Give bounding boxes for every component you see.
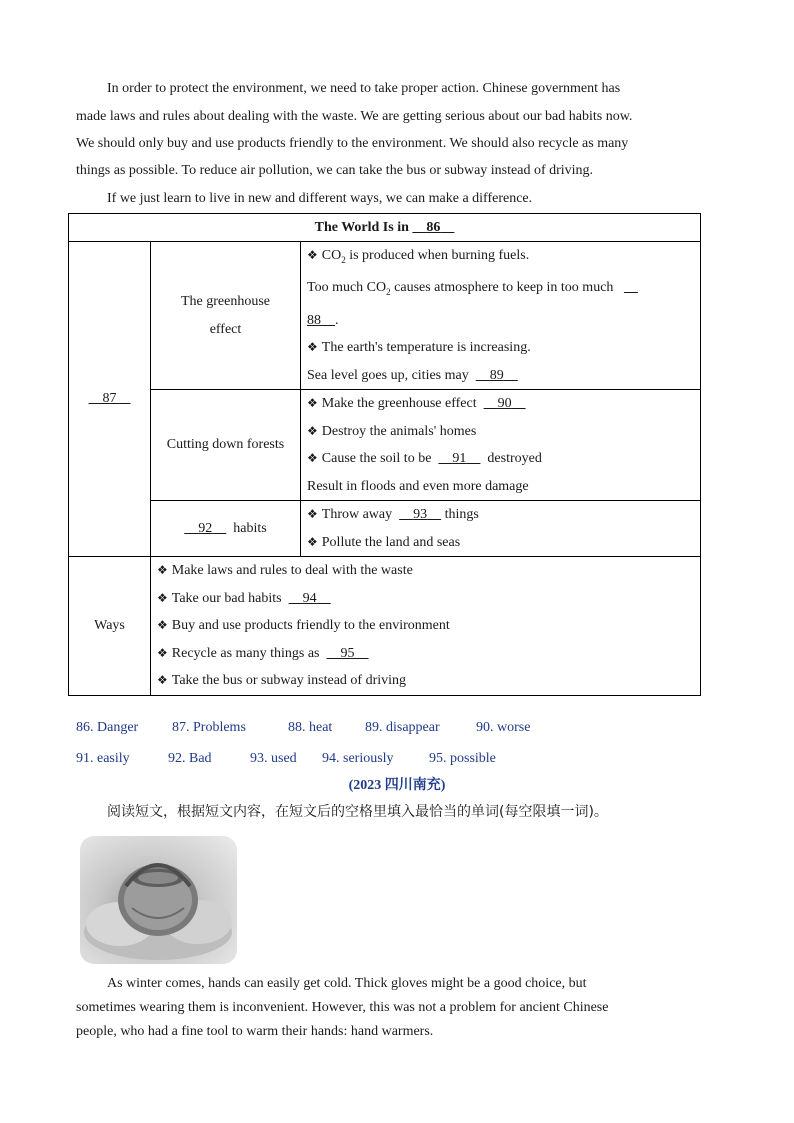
story-line-1: As winter comes, hands can easily get cold. Thick gloves might be a good choice, but bbox=[107, 976, 587, 991]
blank-95: 95 bbox=[340, 645, 355, 661]
list-item: ❖ Buy and use products friendly to the environment bbox=[157, 618, 450, 634]
blank-87: 87 bbox=[102, 391, 117, 407]
source-label: (2023 四川南充) bbox=[348, 778, 446, 793]
ways-items bbox=[151, 557, 701, 696]
answer: 93. used bbox=[250, 751, 297, 766]
diamond-bullet-icon: ❖ bbox=[307, 340, 318, 355]
list-item: ❖ Destroy the animals' homes bbox=[307, 423, 477, 439]
answer: 89. disappear bbox=[365, 720, 440, 735]
forests-items bbox=[301, 390, 701, 501]
answer: 95. possible bbox=[429, 751, 496, 766]
passage-line-2: made laws and rules about dealing with the waste. We are getting serious about our bad habits now. bbox=[76, 109, 633, 124]
passage-line-3: We should only buy and use products friendly to the environment. We should also recycle as many bbox=[76, 136, 629, 151]
passage-closing: If we just learn to live in new and different ways, we can make a difference. bbox=[107, 191, 533, 206]
problems-table bbox=[68, 213, 701, 696]
blank-91: 91 bbox=[452, 451, 467, 467]
list-item: ❖ Make the greenhouse effect 90 bbox=[307, 390, 694, 418]
blank-89: 89 bbox=[489, 367, 504, 383]
story-line-3: people, who had a fine tool to warm their hands: hand warmers. bbox=[76, 1024, 434, 1039]
list-item: ❖ Recycle as many things as 95 bbox=[157, 640, 694, 668]
diamond-bullet-icon: ❖ bbox=[307, 451, 318, 466]
blank-93: 93 bbox=[413, 507, 428, 523]
table-title: The World Is in 86 bbox=[69, 214, 701, 242]
list-item: ❖ Take the bus or subway instead of driving bbox=[157, 673, 407, 689]
list-item: ❖ Make laws and rules to deal with the waste bbox=[157, 563, 413, 579]
story-line-2: sometimes wearing them is inconvenient. However, this was not a problem for ancient Chinese bbox=[76, 1000, 609, 1015]
habits-items bbox=[301, 501, 701, 557]
answer: 92. Bad bbox=[168, 751, 212, 766]
blank-86: 86 bbox=[426, 219, 441, 235]
list-item: ❖ Throw away 93 things bbox=[307, 507, 479, 523]
diamond-bullet-icon: ❖ bbox=[307, 423, 318, 438]
list-item: Result in floods and even more damage bbox=[307, 478, 529, 494]
list-item: Too much $CO_2$ causes atmosphere to keep in too much bbox=[307, 280, 614, 298]
list-item: ❖ Pollute the land and seas bbox=[307, 534, 461, 550]
passage-line-4: things as possible. To reduce air pollution, we can take the bus or subway instead of driving. bbox=[76, 163, 594, 178]
greenhouse-label: The greenhouse effect bbox=[151, 242, 301, 390]
list-item: ❖ Take our bad habits 94 bbox=[157, 585, 694, 613]
answer: 86. Danger bbox=[76, 720, 139, 735]
blank-90: 90 bbox=[497, 396, 512, 412]
diamond-bullet-icon: ❖ bbox=[157, 590, 168, 605]
answers-row-2 bbox=[76, 751, 496, 767]
diamond-bullet-icon: ❖ bbox=[307, 507, 318, 522]
diamond-bullet-icon: ❖ bbox=[157, 645, 168, 660]
diamond-bullet-icon: ❖ bbox=[307, 534, 318, 549]
ways-label: Ways bbox=[69, 557, 151, 696]
blank-92: 92 bbox=[198, 520, 213, 536]
answer: 88. heat bbox=[288, 720, 333, 735]
list-item: ❖ Cause the soil to be 91 destroyed bbox=[307, 451, 542, 467]
forests-label: Cutting down forests bbox=[151, 390, 301, 501]
diamond-bullet-icon: ❖ bbox=[157, 563, 168, 578]
diamond-bullet-icon: ❖ bbox=[307, 396, 318, 411]
diamond-bullet-icon: ❖ bbox=[307, 248, 318, 262]
answer: 87. Problems bbox=[172, 720, 246, 735]
answers-row-1 bbox=[76, 720, 530, 736]
habits-label: 92 habits bbox=[151, 501, 301, 557]
hand-warmer-image bbox=[80, 836, 237, 964]
list-item: ❖ $CO_2$ is produced when burning fuels. bbox=[307, 248, 530, 265]
greenhouse-items bbox=[301, 242, 701, 390]
blank-94: 94 bbox=[302, 590, 317, 606]
diamond-bullet-icon: ❖ bbox=[157, 618, 168, 633]
passage-line-1: In order to protect the environment, we need to take proper action. Chinese government has bbox=[107, 81, 621, 96]
instruction-text: 阅读短文，根据短文内容，在短文后的空格里填入最恰当的单词(每空限填一词)。 bbox=[107, 804, 608, 820]
blank-88: 88 bbox=[307, 312, 321, 328]
answer: 94. seriously bbox=[322, 751, 394, 766]
hand-warmer-photo bbox=[80, 836, 237, 964]
list-item: ❖ The earth's temperature is increasing. bbox=[307, 340, 531, 356]
list-item: 88 . bbox=[307, 312, 339, 328]
answer: 90. worse bbox=[476, 720, 531, 735]
answer: 91. easily bbox=[76, 751, 130, 766]
diamond-bullet-icon: ❖ bbox=[157, 673, 168, 688]
list-item: Sea level goes up, cities may 89 bbox=[307, 362, 694, 390]
problems-cell bbox=[69, 242, 151, 557]
